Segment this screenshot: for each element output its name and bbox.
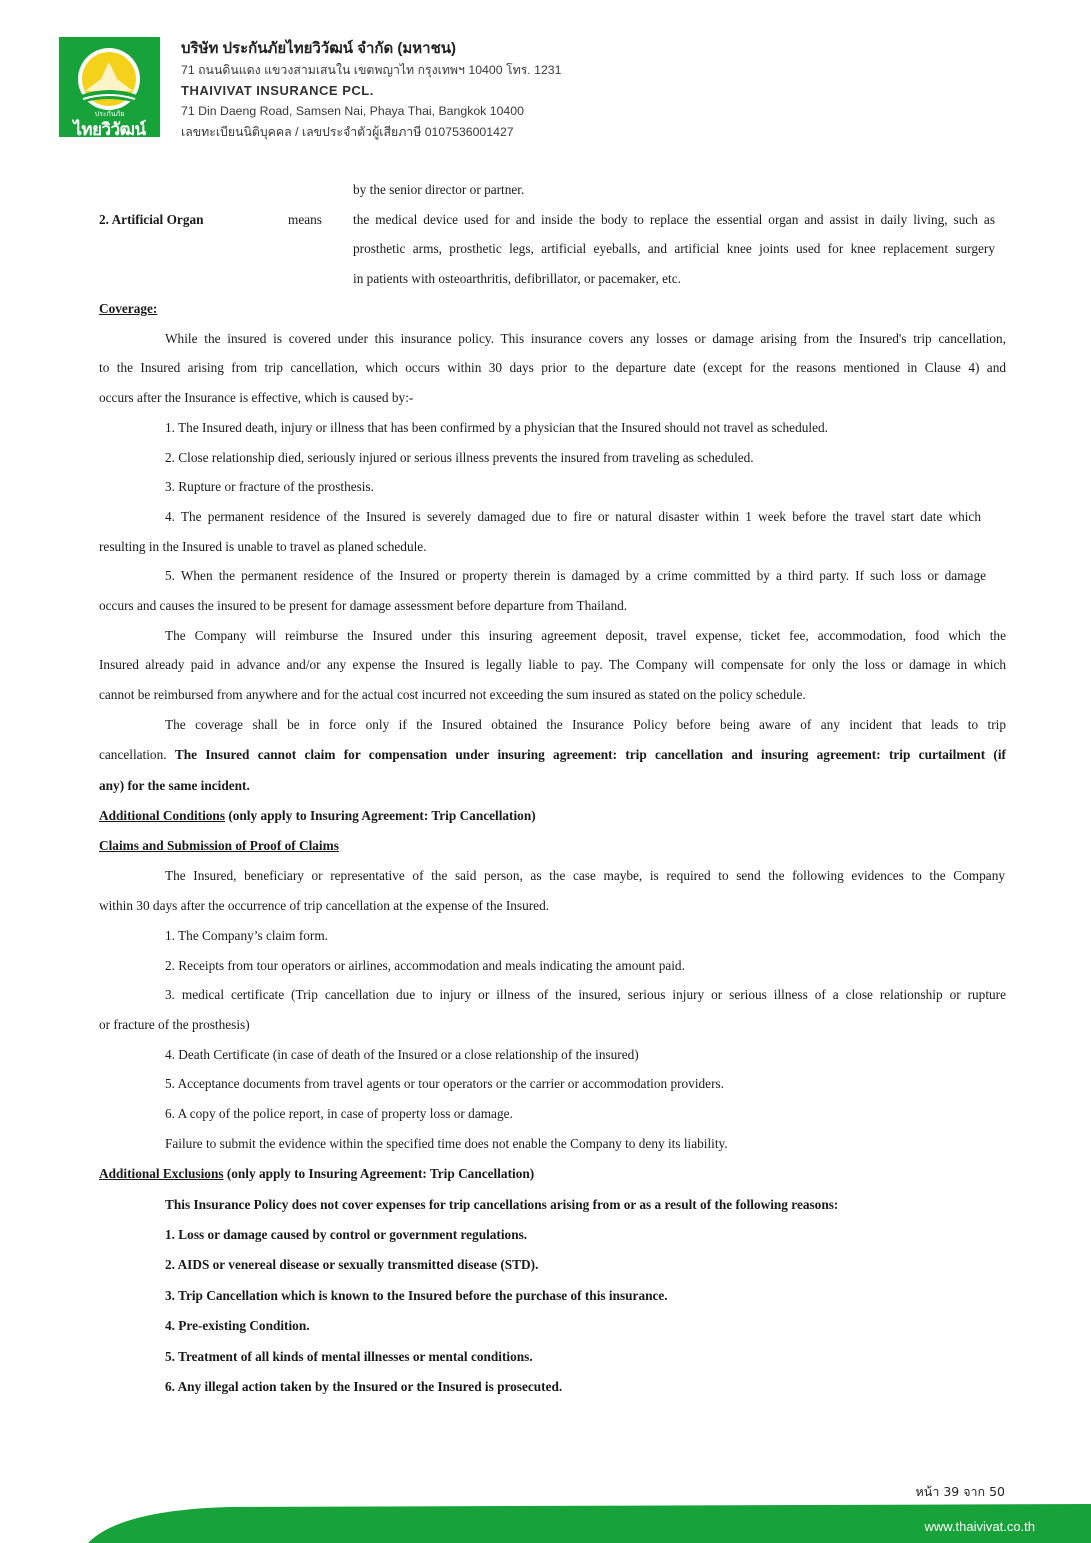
paragraph-line: cannot be reimbursed from anywhere and for the actual cost incurred not exceeding the sum insured as stated on the policy schedule. (99, 687, 806, 702)
paragraph-line: Failure to submit the evidence within the specified time does not enable the Company to deny its liability. (165, 1136, 728, 1151)
list-item: 3. medical certificate (Trip cancellation due to injury or illness of the insured, serious injury or serious illness of a close relationship or rupture (165, 987, 1006, 1002)
page-number: หน้า 39 จาก 50 (915, 1484, 1005, 1499)
coverage-heading: Coverage: (99, 301, 158, 316)
list-item: 1. The Insured death, injury or illness that has been confirmed by a physician that the Insured should not travel as scheduled. (165, 420, 828, 435)
company-name-thai: บริษัท ประกันภัยไทยวิวัฒน์ จำกัด (มหาชน) (181, 40, 457, 57)
paragraph-line: The Insured, beneficiary or representative of the said person, as the case maybe, is required to send the following evidences to the Company (165, 868, 1005, 883)
list-item: 3. Rupture or fracture of the prosthesis. (165, 479, 374, 494)
paragraph-line: occurs after the Insurance is effective, which is caused by:- (99, 390, 414, 405)
bold-statement: any) for the same incident. (99, 778, 250, 793)
list-item-continuation: resulting in the Insured is unable to travel as planed schedule. (99, 539, 427, 554)
list-item: 5. When the permanent residence of the Insured or property therein is damaged by a crime committed by a third party. If such loss or damage (165, 568, 986, 583)
company-name-english: THAIVIVAT INSURANCE PCL. (181, 82, 374, 98)
list-item: 1. The Company’s claim form. (165, 928, 328, 943)
bold-statement: The Insured cannot claim for compensation under insuring agreement: trip cancellation and insuring agreement: trip curtailment (if (174, 747, 1006, 762)
term-definition-line: the medical device used for and inside the body to replace the essential organ and assist in daily living, such as (353, 212, 995, 227)
logo-caption: ประกันภัย (94, 110, 125, 118)
paragraph-line: to the Insured arising from trip cancellation, which occurs within 30 days prior to the departure date (except for the reasons mentioned in Clause 4) and (99, 360, 1006, 375)
definition-continuation: by the senior director or partner. (353, 182, 525, 197)
list-item: 4. The permanent residence of the Insured is severely damaged due to fire or natural disaster within 1 week before the travel start date which (165, 509, 981, 524)
company-info (181, 38, 681, 142)
paragraph-line: The Company will reimburse the Insured under this insuring agreement deposit, travel expense, ticket fee, accommodation, food which the (165, 628, 1006, 643)
paragraph-line: The coverage shall be in force only if the Insured obtained the Insurance Policy before being aware of any incident that leads to trip (165, 717, 1006, 732)
list-item-continuation: occurs and causes the insured to be present for damage assessment before departure from Thailand. (99, 598, 628, 613)
address-english: 71 Din Daeng Road, Samsen Nai, Phaya Thai, Bangkok 10400 (181, 104, 524, 118)
paragraph-line: Insured already paid in advance and/or any expense the Insured is legally liable to pay. The Company will compensate for only the loss or damage in which (99, 657, 1006, 672)
term-definition-line: in patients with osteoarthritis, defibrillator, or pacemaker, etc. (353, 271, 681, 286)
exclusion-item: 2. AIDS or venereal disease or sexually transmitted disease (STD). (165, 1257, 539, 1272)
heading-rest: (only apply to Insuring Agreement: Trip Cancellation) (223, 1166, 535, 1181)
term-means: means (288, 212, 322, 227)
heading-underlined: Additional Exclusions (99, 1166, 224, 1181)
exclusion-item: 6. Any illegal action taken by the Insured or the Insured is prosecuted. (165, 1379, 563, 1394)
exclusion-item: 5. Treatment of all kinds of mental illnesses or mental conditions. (165, 1349, 533, 1364)
heading-underlined: Additional Conditions (99, 808, 225, 823)
heading-rest: (only apply to Insuring Agreement: Trip Cancellation) (225, 808, 536, 823)
exclusion-item: 3. Trip Cancellation which is known to the Insured before the purchase of this insurance. (165, 1288, 668, 1303)
list-item-continuation: or fracture of the prosthesis) (99, 1017, 250, 1032)
list-item: 2. Close relationship died, seriously injured or serious illness prevents the insured from traveling as scheduled. (165, 450, 754, 465)
logo-wordmark: ไทยวิวัฒน์ (73, 120, 146, 137)
term-name: 2. Artificial Organ (99, 212, 204, 227)
list-item: 2. Receipts from tour operators or airlines, accommodation and meals indicating the amount paid. (165, 958, 685, 973)
paragraph-line: within 30 days after the occurrence of trip cancellation at the expense of the Insured. (99, 898, 550, 913)
paragraph-line (99, 746, 1006, 764)
tax-id: เลขทะเบียนนิติบุคคล / เลขประจำตัวผู้เสียภาษี 0107536001427 (181, 124, 514, 139)
exclusions-intro: This Insurance Policy does not cover expenses for trip cancellations arising from or as a result of the following reasons: (165, 1197, 839, 1212)
list-item: 6. A copy of the police report, in case of property loss or damage. (165, 1106, 513, 1121)
address-thai: 71 ถนนดินแดง แขวงสามเสนใน เขตพญาไท กรุงเทพฯ 10400 โทร. 1231 (181, 63, 562, 77)
list-item: 4. Death Certificate (in case of death of the Insured or a close relationship of the insured) (165, 1047, 639, 1062)
list-item: 5. Acceptance documents from travel agents or tour operators or the carrier or accommodation providers. (165, 1076, 724, 1091)
claims-heading: Claims and Submission of Proof of Claims (99, 838, 339, 853)
company-logo (59, 37, 160, 137)
paragraph-text: cancellation. (99, 747, 175, 762)
paragraph-line: While the insured is covered under this insurance policy. This insurance covers any losses or damage arising from the Insured's trip cancellation, (165, 331, 1006, 346)
website-url: www.thaivivat.co.th (924, 1519, 1035, 1534)
exclusion-item: 4. Pre-existing Condition. (165, 1318, 310, 1333)
exclusions-heading (99, 1165, 534, 1183)
exclusion-item: 1. Loss or damage caused by control or government regulations. (165, 1227, 528, 1242)
term-definition-line: prosthetic arms, prosthetic legs, artificial eyeballs, and artificial knee joints used for knee replacement surgery (353, 241, 995, 256)
conditions-heading (99, 807, 536, 825)
